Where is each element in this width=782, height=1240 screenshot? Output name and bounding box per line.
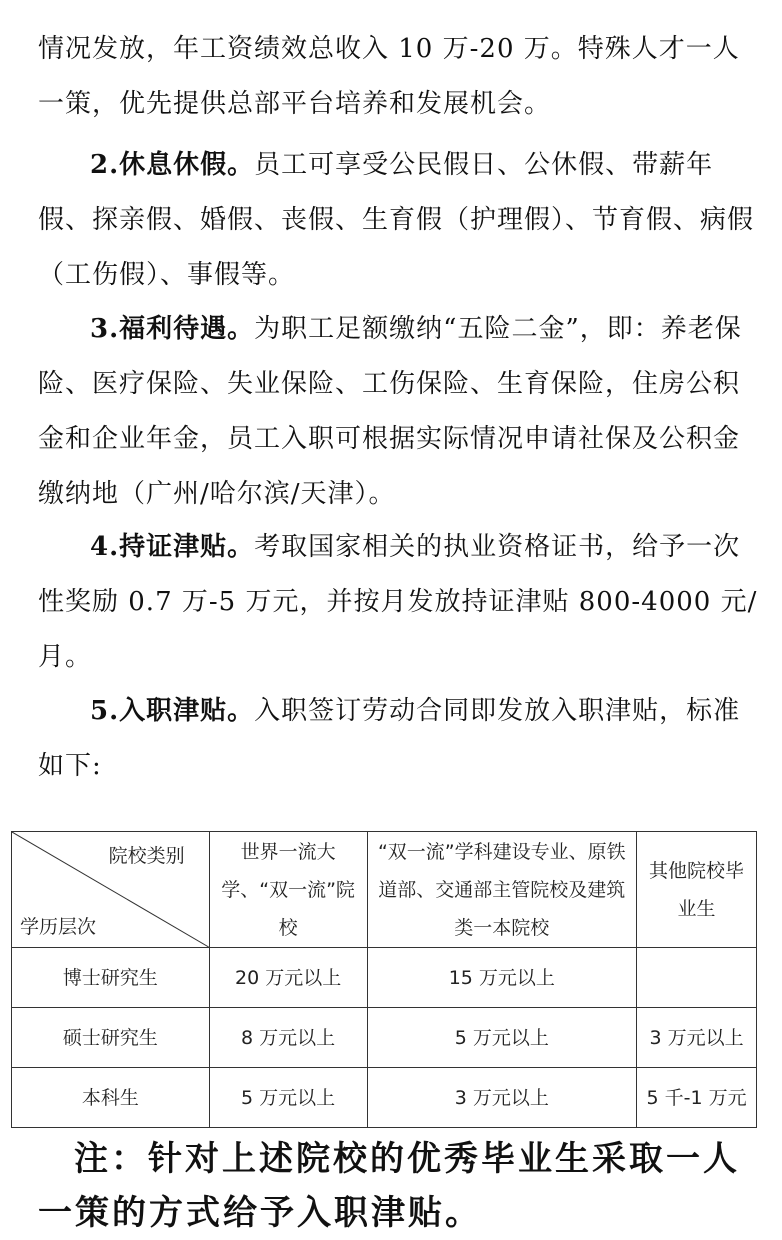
paragraph-certificate-allowance (38, 520, 760, 685)
table-row (12, 948, 757, 1008)
corner-label-school-category: 院校类别 (108, 845, 185, 867)
table-footnote: 注：针对上述院校的优秀毕业生采取一人一策的方式给予入职津贴。 (38, 1139, 740, 1233)
paragraph-heading: 4.持证津贴。 (90, 532, 255, 562)
table-row (12, 1068, 757, 1128)
table-cell: 8 万元以上 (209, 1008, 367, 1068)
table-cell-empty (637, 948, 757, 1008)
paragraph-vacation (38, 138, 760, 303)
column-header-other-schools: 其他院校毕业生 (637, 832, 757, 948)
table-cell: 3 万元以上 (637, 1008, 757, 1068)
paragraph-heading: 5.入职津贴。 (90, 696, 255, 726)
table-cell: 20 万元以上 (209, 948, 367, 1008)
row-label: 博士研究生 (12, 948, 210, 1008)
paragraph-benefits (38, 302, 760, 522)
paragraph-text: 入职签订劳动合同即发放入职津贴，标准如下: (38, 696, 741, 781)
table-cell: 5 万元以上 (209, 1068, 367, 1128)
table-cell: 15 万元以上 (367, 948, 637, 1008)
table-row (12, 1008, 757, 1068)
table-cell: 5 万元以上 (367, 1008, 637, 1068)
paragraph-text: 员工可享受公民假日、公休假、带薪年假、探亲假、婚假、丧假、生育假（护理假）、节育假、病假（工伤假）、事假等。 (38, 150, 755, 290)
paragraph-onboarding-allowance (38, 684, 760, 794)
table-header-row (12, 832, 757, 948)
paragraph-text: 为职工足额缴纳“五险二金”，即：养老保险、医疗保险、失业保险、工伤保险、生育保险，住房公积金和企业年金，员工入职可根据实际情况申请社保及公积金缴纳地（广州/哈尔滨/天津）。 (38, 314, 742, 509)
paragraph-text: 情况发放，年工资绩效总收入 10 万-20 万。特殊人才一人一策，优先提供总部平台培养和发展机会。 (38, 34, 740, 119)
paragraph-heading: 3.福利待遇。 (90, 314, 255, 344)
table-cell: 3 万元以上 (367, 1068, 637, 1128)
row-label: 硕士研究生 (12, 1008, 210, 1068)
table-corner-cell (12, 832, 210, 948)
row-label: 本科生 (12, 1068, 210, 1128)
paragraph-salary-continuation (38, 22, 760, 132)
column-header-double-first-class-discipline: “双一流”学科建设专业、原铁道部、交通部主管院校及建筑类一本院校 (367, 832, 637, 948)
paragraph-heading: 2.休息休假。 (90, 150, 255, 180)
column-header-world-class: 世界一流大学、“双一流”院校 (209, 832, 367, 948)
onboarding-allowance-table (11, 831, 757, 1128)
table-cell: 5 千-1 万元 (637, 1068, 757, 1128)
corner-label-education-level: 学历层次 (20, 916, 97, 938)
paragraph-text: 考取国家相关的执业资格证书，给予一次性奖励 0.7 万-5 万元，并按月发放持证津贴 800-4000 元/月。 (38, 532, 758, 672)
